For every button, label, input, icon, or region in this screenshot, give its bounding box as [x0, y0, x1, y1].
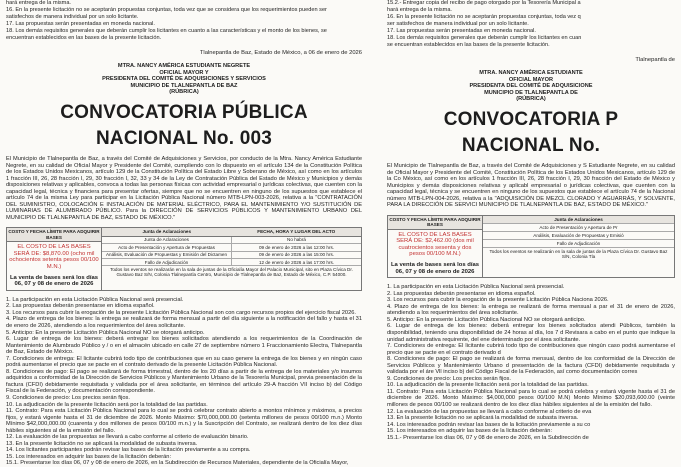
text-line: 17. Las propuestas serán presentadas en moneda nacional.: [387, 28, 536, 34]
bases-sale-dates: La venta de bases será los días 06, 07 y 08 de enero de 2026: [9, 274, 99, 288]
notice-title: CONVOCATORIA P: [443, 108, 619, 130]
notice-intro: El Municipio de Tlalnepantla de Baz, a través del Comité de Adquisiciones y S Estudiante Negrete, en su calidad de Oficial Mayor y Presidente del Comité, Constitución Política de los Estados Unidos Mexicanos, artículo 129 de la Co México, así como en los artículos 1 fracción III, 26, 28 fracción I, 29, 30 fracción del Estado de México y Municipios y demás disposiciones relativas y aplicabl empresarial o jurídicas colectivas, que cuenten con la capacidad legal, técnica y se encuentren en ninguno de los supuestos que establece el artículo 74 de la Nacional número MTB-LPN-004-2026, relativa a la "ADQUISICIÓN DE MEZCL CLORADO Y AGUARRÁS, Y SOLVENTE, PARA LA DIRECCIÓN DE SERVICI MUNICIPIO DE TLALNEPANTLA DE BAZ, ESTADO DE MÉXICO.": [387, 162, 675, 209]
act-name: Junta de Aclaraciones: [102, 237, 232, 243]
bases-cost: EL COSTO DE LAS BASES SERÁ DE: $2,462.00 (dos mil cuatrocientos sesenta y dos pesos 00/100 M.N.): [396, 231, 474, 258]
text-line: 16. En la presente licitación no se aceptarán propuestas conjuntas, toda vez que se considera que los requerimientos pueden ser: [6, 7, 327, 13]
list-item: 7. Condiciones de entrega: El licitante cubrirá todo tipo de contribuciones que ningún caso podrá aumentarse el precio que se pacte en el contrato derivado d: [387, 343, 675, 356]
act-row: Acto de Presentación y Apertura de Pr: [483, 224, 674, 232]
act-row: [102, 252, 361, 259]
act-row: Todos los eventos se realizarán en la sala de juntas de la Plaza Cívica Dr. Gustavo Baz S/N, Colonia Tla: [489, 248, 668, 259]
text-line: 18. Los demás requisitos generales que deberán cumplir los licitantes en cuanto a las características y el monto de los bienes, se: [6, 28, 327, 34]
act-row: Análisis, Evaluación de Propuestas y Emisió: [483, 232, 674, 240]
conditions-list: [6, 297, 362, 467]
signature-block: [6, 63, 362, 96]
list-item: 11. Contrato: Para esta Licitación Pública Nacional para lo cual se podrá celebrar contrato abierto a montos mínimos y máximos, a precios fijos, y estará vigente hasta el 31 de diciembre de 2026. Monto Máximo: $70,000,000.00 (setenta millones de pesos 00/100 m.n.) Monto Mínimo $42,000,000.00 (cuarenta y dos millones de pesos 00/100 m.n.) y la Suscripción del Contrato, se realizará dentro de los diez días hábiles siguientes al de la emisión del fallo.: [6, 408, 362, 434]
signature-line: OFICIAL MAYOR Y: [159, 69, 209, 76]
act-datetime: 09 de enero de 2026 a las 12:00 hrs.: [258, 244, 335, 250]
act-row: Fallo de Adjudicación: [483, 240, 674, 248]
place-date: Tlalnepantla de Baz, Estado de México, a 06 de enero de 2026: [199, 50, 362, 56]
text-line: se encuentran establecidos en las bases de la presente licitación.: [387, 42, 550, 48]
list-item: 14. Los licitantes participantes podrán revisar las bases de la licitación previamente a su compra.: [6, 447, 251, 454]
act-name: Acto de Presentación y Apertura de Propuestas: [102, 244, 232, 250]
list-item: 8. Condiciones de pago: El pago se realizará de forma trimestral, dentro de los 20 días a partir de la entrega de los materiales y/o insumos adquiridos a conformidad de la Dirección de Servicios Públicos y Mantenimiento Urbano de la Tesorería Municipal, previa presentación de la factura (CFDI) debidamente requisitada y validada por el área solicitante, en términos del artículo 29-A fracción VII inciso b) del Código Fiscal de la Federación, y documentación correspondiente.: [6, 368, 362, 395]
text-line: hará entrega de la misma.: [387, 7, 452, 13]
signature-line: MUNICIPIO DE TLALNEPANTLA DE: [484, 89, 578, 96]
list-item: 4. Plazo de entrega de los bienes: la entrega se realizará de forma mensual a partir del día siguiente a la notificación del fallo y hasta el 31 de enero de 2026, atendiendo a los requerimientos del área solicitante.: [6, 316, 362, 329]
signature-line: OFICIAL MAYOR: [508, 76, 554, 83]
act-row: [102, 259, 361, 266]
list-item: 1. La participación en esta Licitación Pública Nacional será presencial.: [387, 284, 565, 291]
list-item: 12. La evaluación de las propuestas se llevará a cabo conforme al criterio de eva: [387, 408, 592, 415]
act-row: Junta de Aclaraciones: [483, 216, 674, 224]
list-item: 4. Plazo de entrega de los bienes: la entrega se realizará de forma mensual a par el 31 de enero de 2026, atendiendo a los requerimientos del área solicitante.: [387, 303, 675, 317]
signature-block: [387, 70, 675, 103]
text-line: 17. Las propuestas serán presentadas en moneda nacional.: [6, 21, 155, 27]
list-item: 1. La participación en esta Licitación Pública Nacional será presencial.: [6, 296, 184, 303]
list-item: 5. Anticipo: En la presente Licitación Pública Nacional NO se otorgará anticipo.: [6, 329, 205, 336]
list-item: 9. Condiciones de precio: Los precios serán fijos.: [6, 395, 130, 402]
list-item: 7. Condiciones de entrega: El licitante cubrirá todo tipo de contribuciones que en su caso genere la entrega de los bienes y en ningún caso podrá aumentarse el precio que se pacte en el contrato derivado de la presente Licitación Pública Nacional.: [6, 355, 362, 369]
list-item: 13. En la presente licitación no se aplicará la modalidad de subasta inversa.: [387, 415, 579, 422]
text-line: encuentran establecidos en las bases de la presente licitación.: [6, 35, 162, 41]
text-line: satisfechos de manera individual por un solo licitante.: [6, 14, 139, 20]
act-name: Fallo de Adjudicación: [102, 259, 232, 265]
text-line: 16. En la presente licitación no se aceptarán propuestas conjuntas, toda vez q: [387, 14, 581, 20]
list-item: 6. Lugar de entrega de los bienes: deberá entregar los bienes solicitados atendi Públicos, también la disponibilidad, teniendo una disponibilidad de 24 horas al día, los 7 d Revisara a cabo en el punto que indique la unidad administrativa requirente, del ene determinado por el área solicitante.: [387, 323, 675, 343]
text-line: ser satisfechos de manera individual por un solo licitante.: [387, 21, 529, 27]
notice-number: NACIONAL No. 003: [96, 127, 272, 149]
list-item: 6. Lugar de entrega de los bienes: deberá entregar los bienes solicitados atendiendo a los requerimientos de la Coordinación de Mantenimiento de Alumbrado Público y / o en el almacén ubicado en calle 27 de septiembre número 1 Fraccionamiento Electra, Tlalnepantla de Baz, Estado de México.: [6, 336, 362, 356]
bases-cost: EL COSTO DE LAS BASES SERÁ DE: $8,870.00 (ocho mil ochocientos setenta pesos 00/100 M.N.): [9, 244, 99, 271]
cost-header: COSTO Y FECHA LÍMITE PARA ADQUIRIR BASES: [388, 216, 482, 230]
signature-line: PRESIDENTA DEL COMITÉ DE ADQUISICIONE: [469, 83, 593, 90]
act-name: Análisis, Evaluación de Propuestas y Emisión del Dictamen: [102, 252, 232, 258]
list-item: 15.1. Presentarse los días 06, 07 y 08 de enero de 2026, en la Subdirección de Recursos Materiales, dependiente de la Oficialía Mayor,: [6, 460, 349, 467]
list-item: 15. Los interesados en adquirir las bases de la licitación deberán:: [6, 453, 172, 460]
act-venue: Todos los eventos se realizarán en la sala de juntas de la Oficialía Mayor del Palacio Municipal, sito en Plaza Cívica Dr. Gustavo Baz S/N, Colonia Tlalnepantla Centro, Municipio de Tlalnepantla de Baz, Estado de México, C.P. 54000.: [110, 266, 353, 278]
cost-header: COSTO Y FECHA LÍMITE PARA ADQUIRIR BASES: [7, 228, 101, 242]
list-item: 3. Los recursos para cubrir la erogación de la presente Licitación Pública Nacional son con cargo recursos propios del ejercicio fiscal 2026.: [6, 309, 356, 316]
bases-and-acts-table: [6, 227, 362, 290]
list-item: 9. Condiciones de precio: Los precios serán fijos.: [387, 375, 511, 382]
notice-number: NACIONAL No.: [461, 134, 601, 156]
acts-schedule: [483, 216, 674, 277]
conditions-list: [387, 284, 675, 441]
notice-title: CONVOCATORIA PÚBLICA: [60, 101, 308, 123]
list-item: 14. Los interesados podrán revisar las bases de la licitación previamente a su co: [387, 421, 591, 428]
list-item: 8. Condiciones de pago: El pago se realizará de forma mensual, dentro de los conformidad de la Dirección de Servicios Públicos y Mantenimiento Urbano d presentación de la factura (CFDI) debidamente requisitada y validada por el áre Vll inciso b) del Código Fiscal de la Federación, así como documentación corres: [387, 356, 675, 376]
list-item: 15. Los interesados en adquirir las bases de la licitación deberán:: [387, 428, 553, 435]
list-item: 13. En la presente licitación no se aplicará la modalidad de subasta inversa.: [6, 440, 198, 447]
list-item: 2. Las propuestas deberán presentarse en idioma español.: [6, 303, 155, 310]
signature-line: MUNICIPIO DE TLALNEPANTLA DE BAZ: [130, 82, 238, 89]
notice-column-right: [381, 0, 681, 445]
acts-header-left: Junta de Aclaraciones: [142, 229, 192, 235]
list-item: 15.1.- Presentarse los días 06, 07 y 08 de enero de 2026, en la Subdirección de: [387, 434, 589, 441]
signature-line: PRESIDENTA DEL COMITÉ DE ADQUISICIONES Y SERVICIOS: [102, 76, 266, 83]
place-date: Tlalnepantla de: [635, 57, 675, 63]
list-item: 3. Los recursos para cubrir la erogación de la presente Licitación Pública Naciona 2026.: [387, 297, 609, 304]
list-item: 10. La adjudicación de la presente licitación será por la totalidad de las partidas.: [387, 382, 589, 389]
cost-box: [7, 228, 102, 289]
signature-line: (RÚBRICA): [169, 89, 199, 96]
list-item: 2. Las propuestas deberán presentarse en idioma español.: [387, 290, 536, 297]
text-line: 18. Los demás requisitos generales que deberán cumplir los licitantes en cuan: [387, 35, 582, 41]
acts-schedule: [102, 228, 361, 289]
text-line: 15.2.- Entregar copia del recibo de pago otorgado por la Tesorería Municipal a: [387, 0, 581, 6]
previous-notice-tail: [387, 0, 675, 49]
act-datetime: 12 de enero de 2026 a las 17:00 hrs.: [258, 259, 335, 265]
act-row: [102, 237, 361, 244]
act-row: [102, 244, 361, 251]
bases-sale-dates: La venta de bases será los días 06, 07 y 08 de enero de 2026: [390, 261, 480, 275]
act-row: [102, 266, 361, 278]
acts-header-right: FECHA, HORA Y LUGAR DEL ACTO: [257, 229, 336, 235]
text-line: hará entrega de la misma.: [6, 0, 71, 6]
act-datetime: 09 de enero de 2026 a las 15:00 hrs.: [258, 252, 335, 258]
act-datetime: No habrá: [287, 237, 306, 243]
list-item: 11. Contrato: Para esta Licitación Pública Nacional para lo cual se podrá celebra y estará vigente hasta el 31 de diciembre de 2026. Monto Máximo: $4,000,000 pesos 00/100 M.N) Monto Mínimo $20,093,600.00 (veinte millones de pesos 00/100 se realizará dentro de los diez días hábiles siguientes al de la emisión del fallo.: [387, 388, 675, 409]
previous-notice-tail: [6, 0, 362, 42]
list-item: 5. Anticipo: En la presente Licitación Pública Nacional NO se otorgará anticipo.: [387, 316, 586, 323]
bases-and-acts-table: [387, 215, 675, 278]
list-item: 12. La evaluación de las propuestas se llevará a cabo conforme al criterio de evaluación binario.: [6, 434, 249, 441]
cost-box: [388, 216, 483, 277]
signature-line: MTRA. NANCY AMÉRICA ESTUDIANTE: [479, 70, 583, 76]
signature-line: (RÚBRICA): [516, 96, 546, 103]
list-item: 10. La adjudicación de la presente licitación será por la totalidad de las partidas.: [6, 401, 208, 408]
notice-intro: El Municipio de Tlalnepantla de Baz, a través del Comité de Adquisiciones y Servicios, por conducto de la Mtra. Nancy América Estudiante Negrete, en su calidad de Oficial Mayor y Presidente del Comité, cumpliendo con lo dispuesto en el artículo 134 de la Constitución Política de los Estados Unidos Mexicanos, artículo 129 de la Constitución Política del Estado Libre y Soberano de México, así como en los artículos 1 fracción III, 26, 28 fracción I, 29, 30 fracción I, 32, 33 y 34 de la Ley de Contratación Pública del Estado de México y Municipios y demás disposiciones relativas y aplicables, convoca a todas las personas físicas con actividad empresarial o jurídicas colectivas, que cuenten con la capacidad legal, técnica y financiera para presentar ofertas, siempre que no se encuentren en ninguno de los supuestos que establece el artículo 74 de la misma Ley para participar en la Licitación Pública Nacional número MTB-LPN-003-2026, relativa a la "CONTRATACIÓN DEL SUMINISTRO, COLOCACIÓN E INSTALACIÓN DE MATERIAL ELÉCTRICO, PARA EL MANTENIMIENTO Y/O SUSTITUCIÓN DE LUMINARIAS DE ALUMBRADO PÚBLICO. Para la DIRECCIÓN DE SERVICIOS PÚBLICOS Y MANTENIMIENTO URBANO DEL MUNICIPIO DE TLALNEPANTLA DE BAZ, ESTADO DE MÉXICO.": [6, 155, 362, 221]
signature-line: MTRA. NANCY AMÉRICA ESTUDIANTE NEGRETE: [117, 63, 251, 69]
